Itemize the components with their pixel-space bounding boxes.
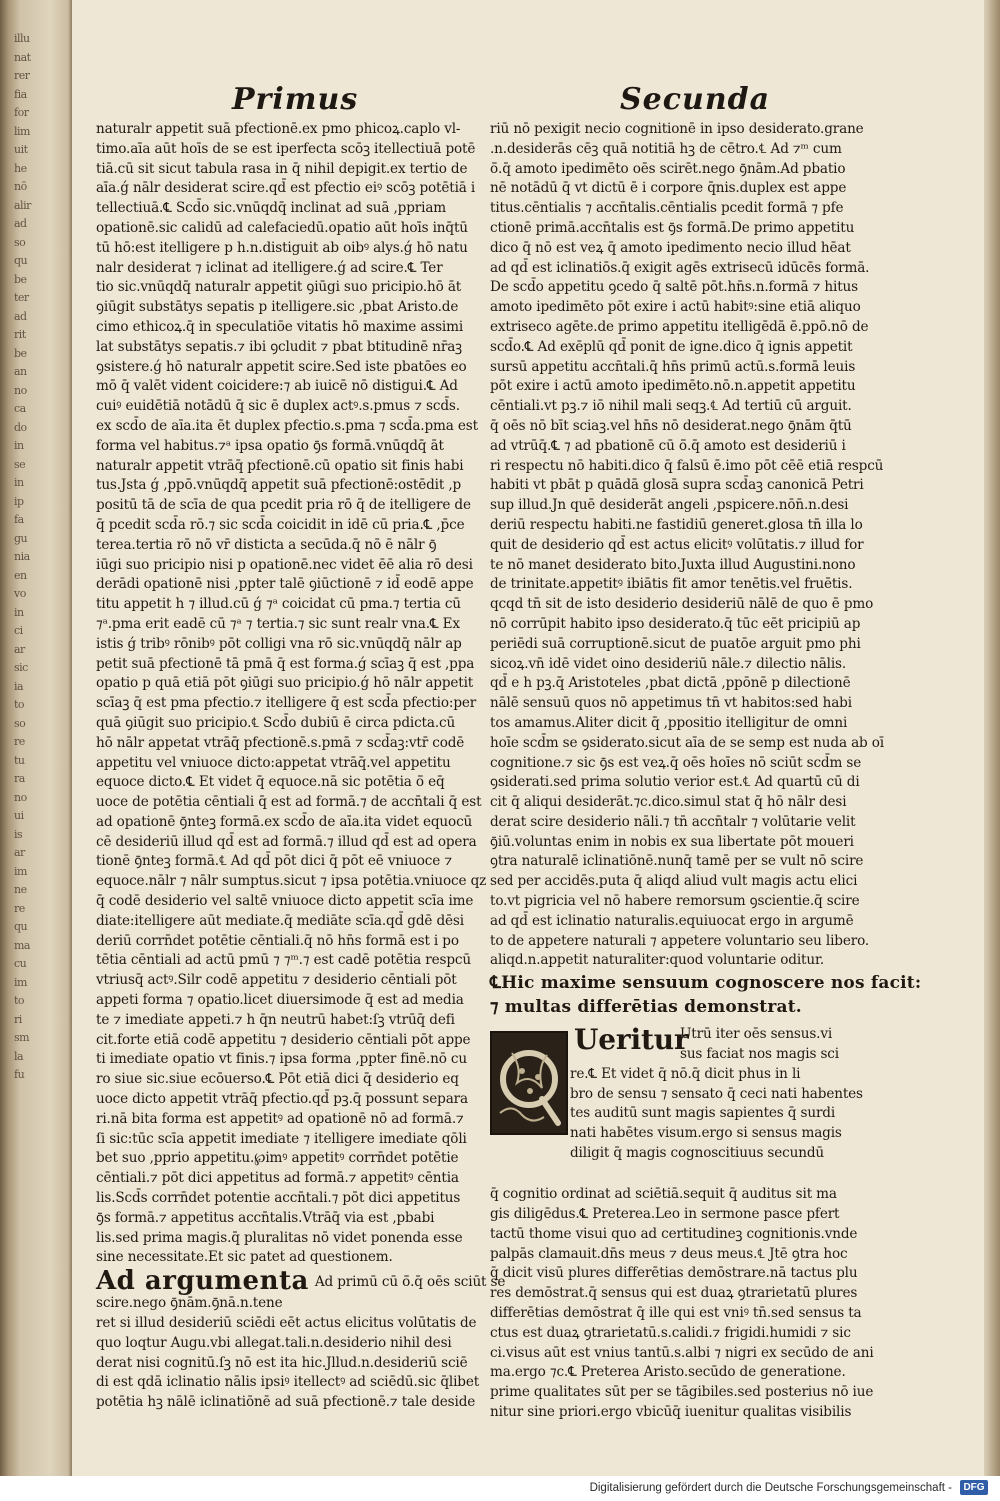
text-line: lis.sed prima magis.q̄ pluralitas nō videt ponenda esse bbox=[96, 1229, 463, 1246]
text-line: ad vtrūq̄.℄ ⁊ ad pbationē cū ō̄.q̄ amoto est desideriū i bbox=[490, 437, 846, 454]
text-line: ex scd̄o de aīa.ita ēt duplex pfectio.s.pma ⁊ scd̄a.pma est bbox=[96, 417, 478, 434]
text-line: ti imediate opatio vt finis.⁊ ipsa forma ,ppter finē.nō cu bbox=[96, 1051, 467, 1068]
right-column-body bbox=[490, 120, 884, 971]
text-line: ad qd̄ est iclinatiōs.q̄ exigit agēs extrisecū idūcēs formā. bbox=[490, 259, 870, 276]
text-line: cēntiali.vt pꝫ.⁊ iō nihil mali seqꝫ.℄ Ad tertiū cū arguit. bbox=[490, 398, 852, 415]
book-page bbox=[72, 0, 984, 1476]
text-line: tellectiuā.℄ Scd̄o sic.vnūqdq̄ inclinat ad suā ,ppriam bbox=[96, 200, 447, 217]
text-line: ri.nā bita forma est appetitꝰ ad opationē nō ad formā.⁊ bbox=[96, 1110, 464, 1127]
footer-bar bbox=[0, 1476, 1000, 1501]
text-line: q̄ cognitio ordinat ad sciētiā.sequit q̄ auditus sit ma bbox=[490, 1186, 837, 1203]
text-line: ctionē primā.accn̄talis est ꝯ̄s formā.De primo appetitu bbox=[490, 219, 855, 236]
left-text-column bbox=[96, 120, 506, 1413]
text-line: habiti vt pbāt p quādā glosā supra scd̄aꝫ canonicā Petri bbox=[490, 477, 864, 494]
chapter-heading-1: ℄Hic maxime sensuum cognoscere nos facit: bbox=[490, 973, 922, 994]
text-line: periēdi suā corruptionē.sicut de puatōe arguit pmo phi bbox=[490, 635, 861, 652]
text-line: sursū appetitu accn̄tali.q̄ hn̄s primū actū.s.formā leuis bbox=[490, 358, 856, 375]
question-block bbox=[490, 1025, 868, 1185]
text-line: palpās clamauit.dn̄s meus ⁊ deus meus.℄ Jtē ꝯtra hoc bbox=[490, 1245, 848, 1262]
left-column-body bbox=[96, 120, 487, 1268]
text-line: to.vt pigricia vel nō habere remorsum ꝯscientie.q̄ scire bbox=[490, 893, 860, 910]
text-line: tes auditū sunt magis sapientes q̄ surdi bbox=[570, 1105, 836, 1122]
text-line: sus faciat nos magis sci bbox=[680, 1046, 839, 1063]
text-line: qcqd tn̄ sit de isto desiderio desideriū nālē de quo ē pmo bbox=[490, 596, 874, 613]
text-line: cimo ethicoꝝ.q̄ in speculatiōe vitatis hō maxime assimi bbox=[96, 318, 464, 335]
text-line: diligit q̄ magis cognoscitiuus secundū bbox=[570, 1145, 824, 1162]
text-line: istis ǵ tribꝰ rōnibꝰ pōt colligi vna rō sic.vnūqdq̄ nālr ap bbox=[96, 635, 462, 652]
text-line: pōt exire i actū amoto ipedimēto.nō.n.appetit appetitu bbox=[490, 378, 856, 395]
text-line: q̄ codē desiderio vel saltē vniuoce dicto appetit scīa ime bbox=[96, 893, 474, 910]
ornamental-letter-q-icon bbox=[492, 1033, 566, 1133]
text-line: nitur sine priori.ergo vbicūq̄ iuenitur qualitas visibilis bbox=[490, 1404, 852, 1421]
text-line: iūgi suo pricipio nisi p opationē.nec videt ēē alia rō desi bbox=[96, 556, 473, 573]
text-line: ſi sic:tūc scīa appetit imediate ⁊ itelligere imediate qōli bbox=[96, 1130, 467, 1147]
text-line: dico q̄ nō est veꝝ q̄ amoto ipedimento necio illud hēat bbox=[490, 239, 851, 256]
text-line: cēntiali.⁊ pōt dici appetitus ad formā.⁊ appetitꝰ cēntia bbox=[96, 1170, 459, 1187]
text-line: nalr desiderat ⁊ iclinat ad itelligere.ǵ ad scire.℄ Ter bbox=[96, 259, 443, 276]
text-line: nē notādū q̄ vt dictū ē i corpore q̄nis.duplex est appe bbox=[490, 180, 847, 197]
running-head-left: Primus bbox=[232, 82, 359, 117]
text-line: naturalr appetit suā pfectionē.ex pmo phicoꝝ.caplo vl- bbox=[96, 121, 461, 137]
text-line: naturalr appetit vtrāq̄ pfectionē.cū opatio sit finis habi bbox=[96, 457, 464, 474]
text-line: forma vel habitus.⁊ᵃ ipsa opatio ꝯ̄s formā.vnūqdq̄ āt bbox=[96, 437, 444, 454]
text-line: de trinitate.appetitꝰ ibiātis fit amor tenētis.vel fruētis. bbox=[490, 576, 853, 593]
text-line: appeti forma ⁊ opatio.licet diuersimode q̄ est ad media bbox=[96, 992, 464, 1009]
text-line: hō nālr appetat vtrāq̄ pfectionē.s.pmā ⁊ scd̄aꝫ:vtr̄ codē bbox=[96, 734, 465, 751]
text-line: di est qdā iclinatio nālis ipsiꝰ itellectꝰ ad sciēdū.sic q̄libet bbox=[96, 1374, 480, 1391]
text-line: deriū corrn̄det potētie cēntiali.q̄ nō hn̄s formā est i po bbox=[96, 932, 459, 949]
text-line: tactū thome visui quo ad certitudineꝫ cognitionis.vnde bbox=[490, 1225, 858, 1242]
text-line: ro siue sic.siue ecōuerso.℄ Pōt etiā dici q̄ desiderio eq bbox=[96, 1071, 459, 1088]
text-line: deriū respectu habiti.ne fastidiū generet.glosa tn̄ illa lo bbox=[490, 516, 863, 533]
text-line: cit q̄ aliqui desiderāt.⁊c.dico.simul stat q̄ hō nālr desi bbox=[490, 794, 847, 811]
text-line: cuiꝰ euidētiā notādū q̄ sic ē duplex actꝰ.s.pmus ⁊ scd̄s. bbox=[96, 398, 460, 415]
funding-credit: Digitalisierung gefördert durch die Deutsche Forschungsgemeinschaft - bbox=[589, 1482, 952, 1494]
text-line: derādi opationē nisi ,ppter talē ꝯiūctionē ⁊ id̄ eodē appe bbox=[96, 576, 474, 593]
text-line: to de appetere naturali ⁊ appetere voluntario seu libero. bbox=[490, 932, 870, 949]
text-line: qd̄ e h pꝫ.q̄ Aristoteles ,pbat dictā ,ppōnē p dilectionē bbox=[490, 675, 851, 692]
text-line: opationē.sic calidū ad calefaciedū.opatio aūt hoīs inq̄tū bbox=[96, 219, 468, 236]
text-line: sine necessitate.Et sic patet ad questionem. bbox=[96, 1249, 393, 1266]
text-line: lis.Scd̄s corrn̄det potentie accn̄tali.⁊ pōt dici appetitus bbox=[96, 1190, 461, 1207]
text-line: te ⁊ imediate appeti.⁊ h q̄n neutrū habet:ſꝫ vtrūq̄ defi bbox=[96, 1011, 455, 1028]
text-line: ō̄.q̄ amoto ipedimēto oēs scirēt.nego ꝯ̄nām.Ad pbatio bbox=[490, 160, 846, 177]
text-line: q̄ oēs nō bīt sciaꝫ.vel hn̄s nō desiderat.nego ꝯ̄nām q̄tū bbox=[490, 417, 852, 434]
dfg-logo: DFG bbox=[960, 1480, 988, 1495]
text-line: scire.nego ꝯ̄nām.ꝯ̄nā.n.tene bbox=[96, 1295, 283, 1312]
text-line: positū tā de scīa de qua pcedit pria rō q̄ de itelligere de bbox=[96, 497, 471, 514]
text-line: mō q̄ valēt vident coicidere:⁊ ab iuicē nō distigui.℄ Ad bbox=[96, 378, 458, 395]
text-line: ꝯtra naturalē iclinatiōnē.nunq̄ tamē per se vult nō scire bbox=[490, 853, 864, 870]
text-line: tū hō:est itelligere p h.n.distiguit ab oibꝰ alys.ǵ hō natu bbox=[96, 239, 468, 256]
text-line: equoce dicto.℄ Et videt q̄ equoce.nā sic potētia ō̄ eq̄ bbox=[96, 774, 445, 791]
text-line: tionē ꝯ̄nteꝫ formā.℄ Ad qd̄ pōt dici q̄ pōt eē vniuoce ⁊ bbox=[96, 853, 452, 870]
ad-argumenta-line bbox=[96, 1266, 506, 1297]
text-line: appetitu vel vniuoce dicto:appetat vtrāq̄.vel appetitu bbox=[96, 754, 451, 771]
text-line: terea.tertia rō nō vr̄ disticta a secūda.q̄ nō ē nālr ꝯ̄ bbox=[96, 536, 437, 553]
text-line: riū nō pexigit necio cognitionē in ipso desiderato.grane bbox=[490, 121, 864, 137]
text-line: timo.aīa aūt hoīs de se est iperfecta scōꝫ itellectiuā potē bbox=[96, 140, 476, 157]
text-line: ma.ergo ⁊c.℄ Preterea Aristo.secūdo de generatione. bbox=[490, 1364, 846, 1381]
text-line: amoto ipedimēto pōt exire i actū habitꝰ:sine etiā aliquo bbox=[490, 299, 861, 316]
text-line: ⁊ᵃ.pma erit eadē cū ⁊ᵃ ⁊ tertia.⁊ sic sunt realr vna.℄ Ex bbox=[96, 615, 460, 632]
text-line: sup illud.Jn quē desiderāt angeli ,pspicere.nōn̄.n.desi bbox=[490, 497, 849, 514]
text-line: tos amamus.Aliter dicit q̄ ,ppositio itelligitur de omni bbox=[490, 714, 848, 731]
text-line: quo loqtur Augu.vbi allegat.tali.n.desiderio nihil desi bbox=[96, 1334, 452, 1351]
text-line: diate:itelligere aūt mediate.q̄ mediāte scīa.qd̄ gdē dēsi bbox=[96, 912, 464, 929]
text-line: uoce dicto appetit vtrāq̄ pfectio.qd̄ pꝫ.q̄ possunt separa bbox=[96, 1091, 468, 1108]
text-line: ꝯ̄iū.voluntas enim in nobis ex sua libertate pōt moueri bbox=[490, 833, 854, 850]
text-line: potētia hꝫ nālē iclinatiōnē ad suā pfectionē.⁊ tale deside bbox=[96, 1394, 476, 1411]
text-line: bro de sensu ⁊ sensato q̄ ceci nati habentes bbox=[570, 1085, 863, 1102]
text-line: aīa.ǵ nālr desiderat scire.qd̄ est pfectio eiꝰ scōꝫ potētiā i bbox=[96, 180, 476, 197]
text-line: vtriusq̄ actꝰ.Silr codē appetitu ⁊ desiderio cēntiali pōt bbox=[96, 972, 457, 989]
text-line: ri respectu nō habiti.dico q̄ falsū ē.imo pōt cēē etiā respcū bbox=[490, 457, 884, 474]
text-line: prime qualitates sūt per se tāgibiles.sed posterius nō iue bbox=[490, 1384, 874, 1401]
text-line: tiā.cū sit sicut tabula rasa in q̄ nihil depigit.ex tertio de bbox=[96, 160, 468, 177]
text-line: .n.desiderās cēꝫ quā notitiā hꝫ de cētro.℄ Ad ⁊ᵐ cum bbox=[490, 140, 842, 157]
text-line: gis diligēdus.℄ Preterea.Leo in sermone pasce pfert bbox=[490, 1206, 840, 1223]
text-line: Utrū iter oēs sensus.vi bbox=[680, 1026, 833, 1043]
question-text-beside-initial bbox=[570, 1025, 868, 1164]
text-line: re.℄ Et videt q̄ nō.q̄ dicit phus in li bbox=[570, 1065, 801, 1082]
text-line: lat substātys sepatis.⁊ ibi ꝯcludit ⁊ pbat btitudinē nr̄aꝫ bbox=[96, 338, 462, 355]
text-line: nō corrūpit habito ipso desiderato.q̄ tūc eēt pricipiū ap bbox=[490, 615, 861, 632]
text-line: ꝯsistere.ǵ hō naturalr appetit scire.Sed iste pbatōes eo bbox=[96, 358, 467, 375]
text-line: hoīe scd̄m se ꝯsiderato.sicut aīa de se semp est nuda ab oī bbox=[490, 734, 884, 751]
text-line: titus.cēntialis ⁊ accn̄talis.cēntialis pcedit formā ⁊ pfe bbox=[490, 200, 844, 217]
text-line: nālē sensuū quos nō appetimus tn̄ vt habitos:sed habi bbox=[490, 695, 852, 712]
text-line: ci.visus aūt est vnius tantū.s.albi ⁊ nigri ex secūdo de ani bbox=[490, 1344, 874, 1361]
question-word: Ueritur bbox=[574, 1023, 689, 1057]
text-line: uoce de potētia cēntiali q̄ est ad formā.⁊ de accn̄tali q̄ est bbox=[96, 794, 482, 811]
chapter-heading-2: ⁊ multas differētias demonstrat. bbox=[490, 997, 802, 1018]
text-line: q̄ dicit visū plures differētias demōstrare.nā tactus plu bbox=[490, 1265, 858, 1282]
text-line: tus.Jsta ǵ ,ppō.vnūqdq̄ appetit suā pfectionē:ostēdit ,p bbox=[96, 477, 462, 494]
text-line: petit suā pfectionē tā pmā q̄ est forma.ǵ scīaꝫ q̄ est ,ppa bbox=[96, 655, 475, 672]
text-line: te nō manet desiderato bito.Juxta illud Augustini.nono bbox=[490, 556, 856, 573]
text-line: ad qd̄ est iclinatio naturalis.equiuocat ergo in argumē bbox=[490, 912, 854, 929]
text-line: cit.forte etiā codē appetitu ⁊ desiderio cēntiali pōt appe bbox=[96, 1031, 471, 1048]
text-line: equoce.nālr ⁊ nālr sumptus.sicut ⁊ ipsa potētia.vniuoce qz bbox=[96, 873, 487, 890]
text-line: De scd̄o appetitu ꝯcedo q̄ saltē pōt.hn̄s.n.formā ⁊ hitus bbox=[490, 279, 858, 296]
text-line: cē desideriū illud qd̄ est ad formā.⁊ illud qd̄ est ad opera bbox=[96, 833, 477, 850]
text-line: res demōstrat.q̄ sensus qui est duaꝝ ꝯtrarietatū plures bbox=[490, 1285, 858, 1302]
running-head-right: Secunda bbox=[620, 82, 771, 117]
text-line: extriseco agēte.de primo appetitu itelligēdā ē.ppō.nō de bbox=[490, 318, 869, 335]
right-text-column bbox=[490, 120, 922, 1423]
text-line: nati habētes visum.ergo si sensus magis bbox=[570, 1125, 842, 1142]
text-line: cognitione.⁊ sic ꝯ̄s est veꝝ.q̄ oēs hoīes nō sciūt scd̄m se bbox=[490, 754, 862, 771]
question-text-continued bbox=[490, 1185, 874, 1423]
text-line: derat nisi cognitū.ſꝫ nō est ita hic.Jllud.n.desideriū sciē bbox=[96, 1354, 468, 1371]
text-line: scd̄o.℄ Ad exēplū qd̄ ponit de igne.dico q̄ ignis appetit bbox=[490, 338, 853, 355]
text-line: aliqd.n.appetit naturaliter:quod voluntarie oditur. bbox=[490, 952, 824, 969]
text-line: ꝯ̄s formā.⁊ appetitus accn̄talis.Vtrāq̄ via est ,pbabi bbox=[96, 1209, 435, 1226]
text-line: derat scire desiderio nāli.⁊ tn̄ accn̄talr ⁊ volūtarie velit bbox=[490, 813, 856, 830]
text-line: ad opationē ꝯ̄nteꝫ formā.ex scd̄o de aīa.ita videt equocū bbox=[96, 813, 473, 830]
text-line: quā ꝯiūgit suo pricipio.℄ Scd̄o dubiū ē circa pdicta.cū bbox=[96, 714, 456, 731]
text-line: tētia cēntiali ad actū pmū ⁊ ⁊ᵐ.⁊ est cadē potētia respcū bbox=[96, 952, 471, 969]
previous-page-text-fragment: illu nat rer fia for lim uit he nō alir ad so qu be ter ad rit be an no ca do in se in ip fa gu nia en vo in ci ar sic ia to so re tu ra no ui is ar im ne re qu ma cu im to ri sm la fu bbox=[14, 32, 31, 1081]
text-line: opatio p quā etiā pōt ꝯiūgi suo pricipio.ǵ hō nālr appetit bbox=[96, 675, 474, 692]
text-line: ctus est duaꝝ ꝯtrarietatū.s.calidi.⁊ frigidi.humidi ⁊ sic bbox=[490, 1324, 851, 1341]
decorated-initial-q bbox=[490, 1031, 568, 1135]
text-line: titu appetit h ⁊ illud.cū ǵ ⁊ᵃ coicidat cū pma.⁊ tertia cū bbox=[96, 596, 461, 613]
previous-page-edge bbox=[0, 0, 72, 1476]
text-line: ret si illud desideriū sciēdi eēt actus elicitus volūtatis de bbox=[96, 1315, 477, 1332]
text-line: bet suo ,pprio appetitu.℘imꝰ appetitꝰ corrn̄det potētie bbox=[96, 1150, 459, 1167]
text-line: q̄ pcedit scd̄a rō.⁊ sic scd̄a coicidit in idē cū pria.℄ ,p̄ce bbox=[96, 516, 465, 533]
ad-argumenta-heading: Ad argumenta bbox=[96, 1266, 309, 1297]
text-line: ꝯiūgit substātys sepatis p itelligere.sic ,pbat Aristo.de bbox=[96, 299, 459, 316]
text-line: sed per accidēs.puta q̄ aliqd aliud vult magis actu elici bbox=[490, 873, 858, 890]
text-line: scīaꝫ q̄ est pma pfectio.⁊ itelligere q̄ est scd̄a pfectio:per bbox=[96, 695, 477, 712]
text-line: tio sic.vnūqdq̄ naturalr appetit ꝯiūgi suo pricipio.hō āt bbox=[96, 279, 462, 296]
text-line: differētias demōstrat q̄ ille qui est vniꝰ tn̄.sed sensus ta bbox=[490, 1305, 862, 1322]
ad-argumenta-line-1: Ad primū cū ō̄.q̄ oēs sciūt se bbox=[314, 1274, 506, 1291]
text-line: sicoꝝ.vn̄ idē videt oino desideriū nāle.⁊ dilectio nālis. bbox=[490, 655, 847, 672]
text-line: ꝯsiderati.sed prima solutio verior est.℄ Ad quartū cū di bbox=[490, 774, 860, 791]
text-line: quit de desiderio qd̄ est actus elicitꝰ volūtatis.⁊ illud for bbox=[490, 536, 864, 553]
left-column-tail bbox=[96, 1294, 480, 1413]
